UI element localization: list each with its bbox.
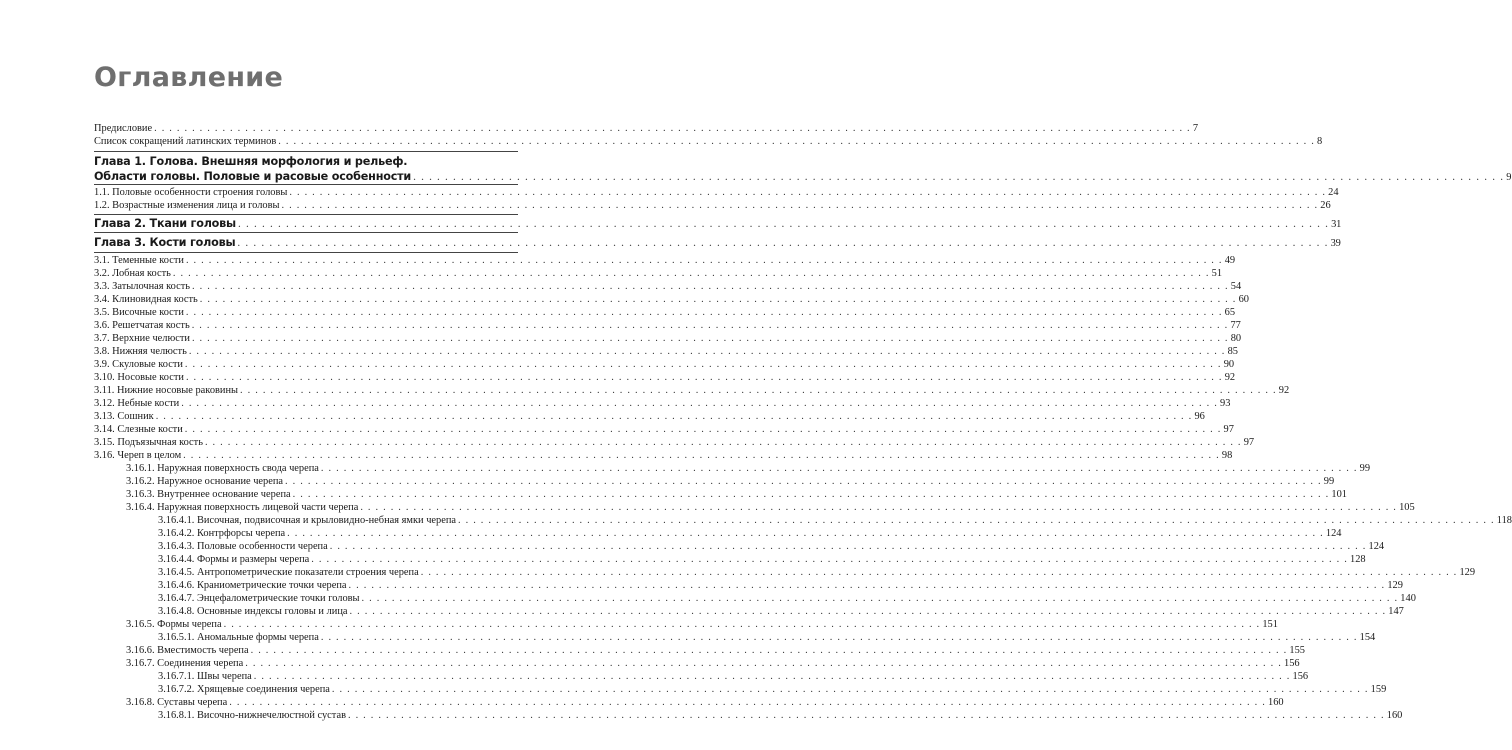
section-divider <box>94 184 518 185</box>
toc-page-number: 140 <box>1400 593 1416 604</box>
leader-dots <box>321 463 1358 476</box>
toc-entry-text: 3.16.4.5. Антропометрические показатели строения черепа <box>158 567 419 578</box>
leader-dots <box>240 385 1277 398</box>
toc-page-number: 99 <box>1323 476 1335 487</box>
leader-dots <box>237 235 1328 251</box>
toc-entry[interactable] <box>94 632 1376 645</box>
toc-entry[interactable] <box>94 268 1223 281</box>
toc-page-number: 51 <box>1211 268 1223 279</box>
toc-entry-text: 3.3. Затылочная кость <box>94 281 191 292</box>
toc-entry-text: 3.16.3. Внутреннее основание черепа <box>126 489 291 500</box>
leader-dots <box>205 437 1242 450</box>
toc-entry[interactable] <box>94 502 1415 515</box>
toc-entry[interactable] <box>94 515 1512 528</box>
toc-chapter-3[interactable] <box>94 235 1341 251</box>
leader-dots <box>321 632 1358 645</box>
toc-entry-text: 3.12. Небные кости <box>94 398 180 409</box>
toc-page-number: 90 <box>1223 359 1235 370</box>
toc-page-number: 129 <box>1387 580 1403 591</box>
toc-entry-text: Список сокращений латинских терминов <box>94 136 277 147</box>
leader-dots <box>192 333 1229 346</box>
toc-page-number: 80 <box>1230 333 1242 344</box>
toc-page-number: 39 <box>1330 238 1341 249</box>
toc-page-number: 65 <box>1224 307 1236 318</box>
section-divider <box>94 151 518 152</box>
toc-entry[interactable] <box>94 541 1385 554</box>
leader-dots <box>350 606 1387 619</box>
leader-dots <box>183 450 1220 463</box>
leader-dots <box>311 554 1348 567</box>
toc-entry[interactable] <box>94 307 1236 320</box>
toc-page-number: 85 <box>1227 346 1238 357</box>
toc-page-number: 155 <box>1289 645 1305 656</box>
toc-entry[interactable] <box>94 684 1387 697</box>
leader-dots <box>251 645 1288 658</box>
toc-entry-text: 3.16.4.4. Формы и размеры черепа <box>158 554 310 565</box>
toc-page-number: 105 <box>1399 502 1415 513</box>
toc-entry[interactable] <box>94 333 1242 346</box>
toc-page-number: 97 <box>1223 424 1234 435</box>
toc-entry-text: 3.14. Слезные кости <box>94 424 183 435</box>
toc-page-number: 92 <box>1224 372 1236 383</box>
toc-entry-text: 3.4. Клиновидная кость <box>94 294 198 305</box>
leader-dots <box>360 502 1397 515</box>
chapter-title-line: Глава 2. Ткани головы <box>94 217 236 230</box>
toc-entry[interactable] <box>94 411 1205 424</box>
leader-dots <box>458 515 1495 528</box>
toc-entry-text: Предисловие <box>94 123 153 134</box>
toc-entry[interactable] <box>94 671 1309 684</box>
leader-dots <box>285 476 1322 489</box>
toc-entry[interactable] <box>94 697 1284 710</box>
toc-entry-text: 3.16.4.7. Энцефалометрические точки головы <box>158 593 360 604</box>
toc-page-number: 99 <box>1359 463 1371 474</box>
leader-dots <box>192 281 1229 294</box>
toc-entry-text: 3.11. Нижние носовые раковины <box>94 385 239 396</box>
toc-entry[interactable] <box>94 200 1331 213</box>
toc-entry-text: 3.1. Теменные кости <box>94 255 184 266</box>
toc-page-number: 31 <box>1331 219 1342 230</box>
toc-entry-text: 3.16.7. Соединения черепа <box>126 658 244 669</box>
toc-entry[interactable] <box>94 385 1290 398</box>
toc-chapter-2[interactable] <box>94 216 1342 232</box>
toc-entry-text: 3.16.7.2. Хрящевые соединения черепа <box>158 684 330 695</box>
toc-entry[interactable] <box>94 580 1403 593</box>
toc-entry-text: 3.16.6. Вместимость черепа <box>126 645 249 656</box>
section-divider <box>94 252 518 253</box>
toc-entry-text: 1.2. Возрастные изменения лица и головы <box>94 200 280 211</box>
toc-chapter-1[interactable] <box>94 154 1512 185</box>
toc-entry-text: 3.16.8.1. Височно-нижнечелюстной сустав <box>158 710 346 721</box>
toc-page-number: 156 <box>1292 671 1309 682</box>
toc-entry-text: 3.16.2. Наружное основание черепа <box>126 476 284 487</box>
toc-page-number: 124 <box>1325 528 1342 539</box>
leader-dots <box>238 216 1329 232</box>
toc-entry-text: 3.16.4.8. Основные индексы головы и лица <box>158 606 348 617</box>
leader-dots <box>186 307 1223 320</box>
toc-entry-text: 3.16.4.6. Краниометрические точки черепа <box>158 580 347 591</box>
toc-entry-text: 3.16.1. Наружная поверхность свода черепа <box>126 463 319 474</box>
leader-dots <box>349 580 1386 593</box>
toc-entry[interactable] <box>94 463 1371 476</box>
toc-entry[interactable] <box>94 294 1249 307</box>
leader-dots <box>413 169 1504 185</box>
toc-page-number: 160 <box>1268 697 1284 708</box>
toc-entry-text: 3.16.5.1. Аномальные формы черепа <box>158 632 319 643</box>
toc-entry-text: 3.16.4.3. Половые особенности черепа <box>158 541 328 552</box>
toc-entry[interactable] <box>94 450 1233 463</box>
toc-entry[interactable] <box>94 437 1255 450</box>
toc-page-number: 118 <box>1496 515 1512 526</box>
toc-entry[interactable] <box>94 554 1366 567</box>
toc-page-number: 129 <box>1459 567 1476 578</box>
toc-entry[interactable] <box>94 320 1241 333</box>
toc-page-number: 101 <box>1331 489 1347 500</box>
leader-dots <box>254 671 1291 684</box>
toc-entry[interactable] <box>94 255 1236 268</box>
toc-page-number: 151 <box>1262 619 1278 630</box>
toc-entry-text: 3.15. Подъязычная кость <box>94 437 203 448</box>
toc-page-number: 154 <box>1359 632 1376 643</box>
toc-page-number: 24 <box>1328 187 1339 198</box>
toc-page-number: 77 <box>1230 320 1241 331</box>
toc-page-number: 60 <box>1238 294 1249 305</box>
leader-dots <box>362 593 1399 606</box>
toc-page-number: 96 <box>1194 411 1205 422</box>
toc-entry-preface[interactable] <box>94 123 1199 136</box>
toc-entry[interactable] <box>94 489 1347 502</box>
toc-entry[interactable] <box>94 710 1403 723</box>
leader-dots <box>156 411 1193 424</box>
toc-entry[interactable] <box>94 593 1416 606</box>
leader-dots <box>421 567 1458 580</box>
toc-entry[interactable] <box>94 658 1300 671</box>
toc-entry-text: 3.16.4. Наружная поверхность лицевой части черепа <box>126 502 359 513</box>
leader-dots <box>192 320 1229 333</box>
chapter-title-line: Глава 1. Голова. Внешняя морфология и рельеф. <box>94 155 408 168</box>
toc-entry-text: 3.16.4.2. Контрфорсы черепа <box>158 528 286 539</box>
toc-page-number: 156 <box>1284 658 1300 669</box>
toc-entry-abbreviations[interactable] <box>94 136 1323 149</box>
toc-page-number: 26 <box>1320 200 1331 211</box>
toc-entry[interactable] <box>94 187 1339 200</box>
leader-dots <box>293 489 1330 502</box>
toc-entry[interactable] <box>94 372 1236 385</box>
leader-dots <box>224 619 1261 632</box>
toc-entry[interactable] <box>94 424 1234 437</box>
leader-dots <box>186 255 1223 268</box>
toc-entry-text: 3.9. Скуловые кости <box>94 359 183 370</box>
toc-page-number: 128 <box>1350 554 1366 565</box>
toc-page-number: 54 <box>1230 281 1242 292</box>
leader-dots <box>282 200 1319 213</box>
toc-entry-text: 3.16.4.1. Височная, подвисочная и крыловидно-небная ямки черепа <box>158 515 457 526</box>
leader-dots <box>289 187 1326 200</box>
leader-dots <box>287 528 1324 541</box>
page-title: Оглавление <box>94 62 284 93</box>
chapter-title-line: Области головы. Половые и расовые особенности <box>94 170 412 183</box>
leader-dots <box>186 372 1223 385</box>
toc-entry-text: 3.2. Лобная кость <box>94 268 171 279</box>
leader-dots <box>181 398 1218 411</box>
leader-dots <box>229 697 1266 710</box>
toc-entry[interactable] <box>94 346 1238 359</box>
toc-entry-text: 3.8. Нижняя челюсть <box>94 346 187 357</box>
toc-page-number: 93 <box>1220 398 1231 409</box>
leader-dots <box>278 136 1315 149</box>
leader-dots <box>189 346 1226 359</box>
toc-entry[interactable] <box>94 645 1305 658</box>
toc-page-number: 159 <box>1370 684 1387 695</box>
toc-entry[interactable] <box>94 398 1231 411</box>
toc-entry-text: 3.10. Носовые кости <box>94 372 184 383</box>
toc-entry-text: 3.7. Верхние челюсти <box>94 333 190 344</box>
toc-entry[interactable] <box>94 281 1242 294</box>
toc-entry-text: 3.16.8. Суставы черепа <box>126 697 228 708</box>
leader-dots <box>154 123 1191 136</box>
toc-entry[interactable] <box>94 619 1278 632</box>
leader-dots <box>245 658 1282 671</box>
leader-dots <box>185 424 1222 437</box>
toc-entry-text: 3.6. Решетчатая кость <box>94 320 190 331</box>
toc-entry-text: 3.5. Височные кости <box>94 307 184 318</box>
toc-entry[interactable] <box>94 606 1404 619</box>
toc-page-number: 9 <box>1506 172 1512 183</box>
leader-dots <box>200 294 1237 307</box>
toc-page-number: 97 <box>1243 437 1255 448</box>
chapter-title-line: Глава 3. Кости головы <box>94 236 236 249</box>
toc-entry-text: 3.16. Череп в целом <box>94 450 182 461</box>
toc-page-number: 7 <box>1192 123 1199 134</box>
leader-dots <box>332 684 1369 697</box>
toc-entry[interactable] <box>94 359 1235 372</box>
toc-entry-text: 1.1. Половые особенности строения головы <box>94 187 288 198</box>
leader-dots <box>330 541 1367 554</box>
toc-page-number: 8 <box>1317 136 1323 147</box>
toc-entry[interactable] <box>94 476 1335 489</box>
toc-page-number: 49 <box>1224 255 1236 266</box>
section-divider <box>94 232 518 233</box>
toc-entry-text: 3.16.5. Формы черепа <box>126 619 222 630</box>
section-divider <box>94 214 518 215</box>
toc-page-number: 98 <box>1221 450 1233 461</box>
toc-page-number: 124 <box>1368 541 1385 552</box>
toc-page-number: 92 <box>1278 385 1290 396</box>
leader-dots <box>185 359 1222 372</box>
toc-entry-text: 3.13. Сошник <box>94 411 154 422</box>
leader-dots <box>348 710 1385 723</box>
toc-page-number: 160 <box>1386 710 1403 721</box>
toc-page-number: 147 <box>1388 606 1404 617</box>
toc-entry[interactable] <box>94 528 1342 541</box>
toc-entry[interactable] <box>94 567 1476 580</box>
toc-entry-text: 3.16.7.1. Швы черепа <box>158 671 252 682</box>
leader-dots <box>173 268 1210 281</box>
